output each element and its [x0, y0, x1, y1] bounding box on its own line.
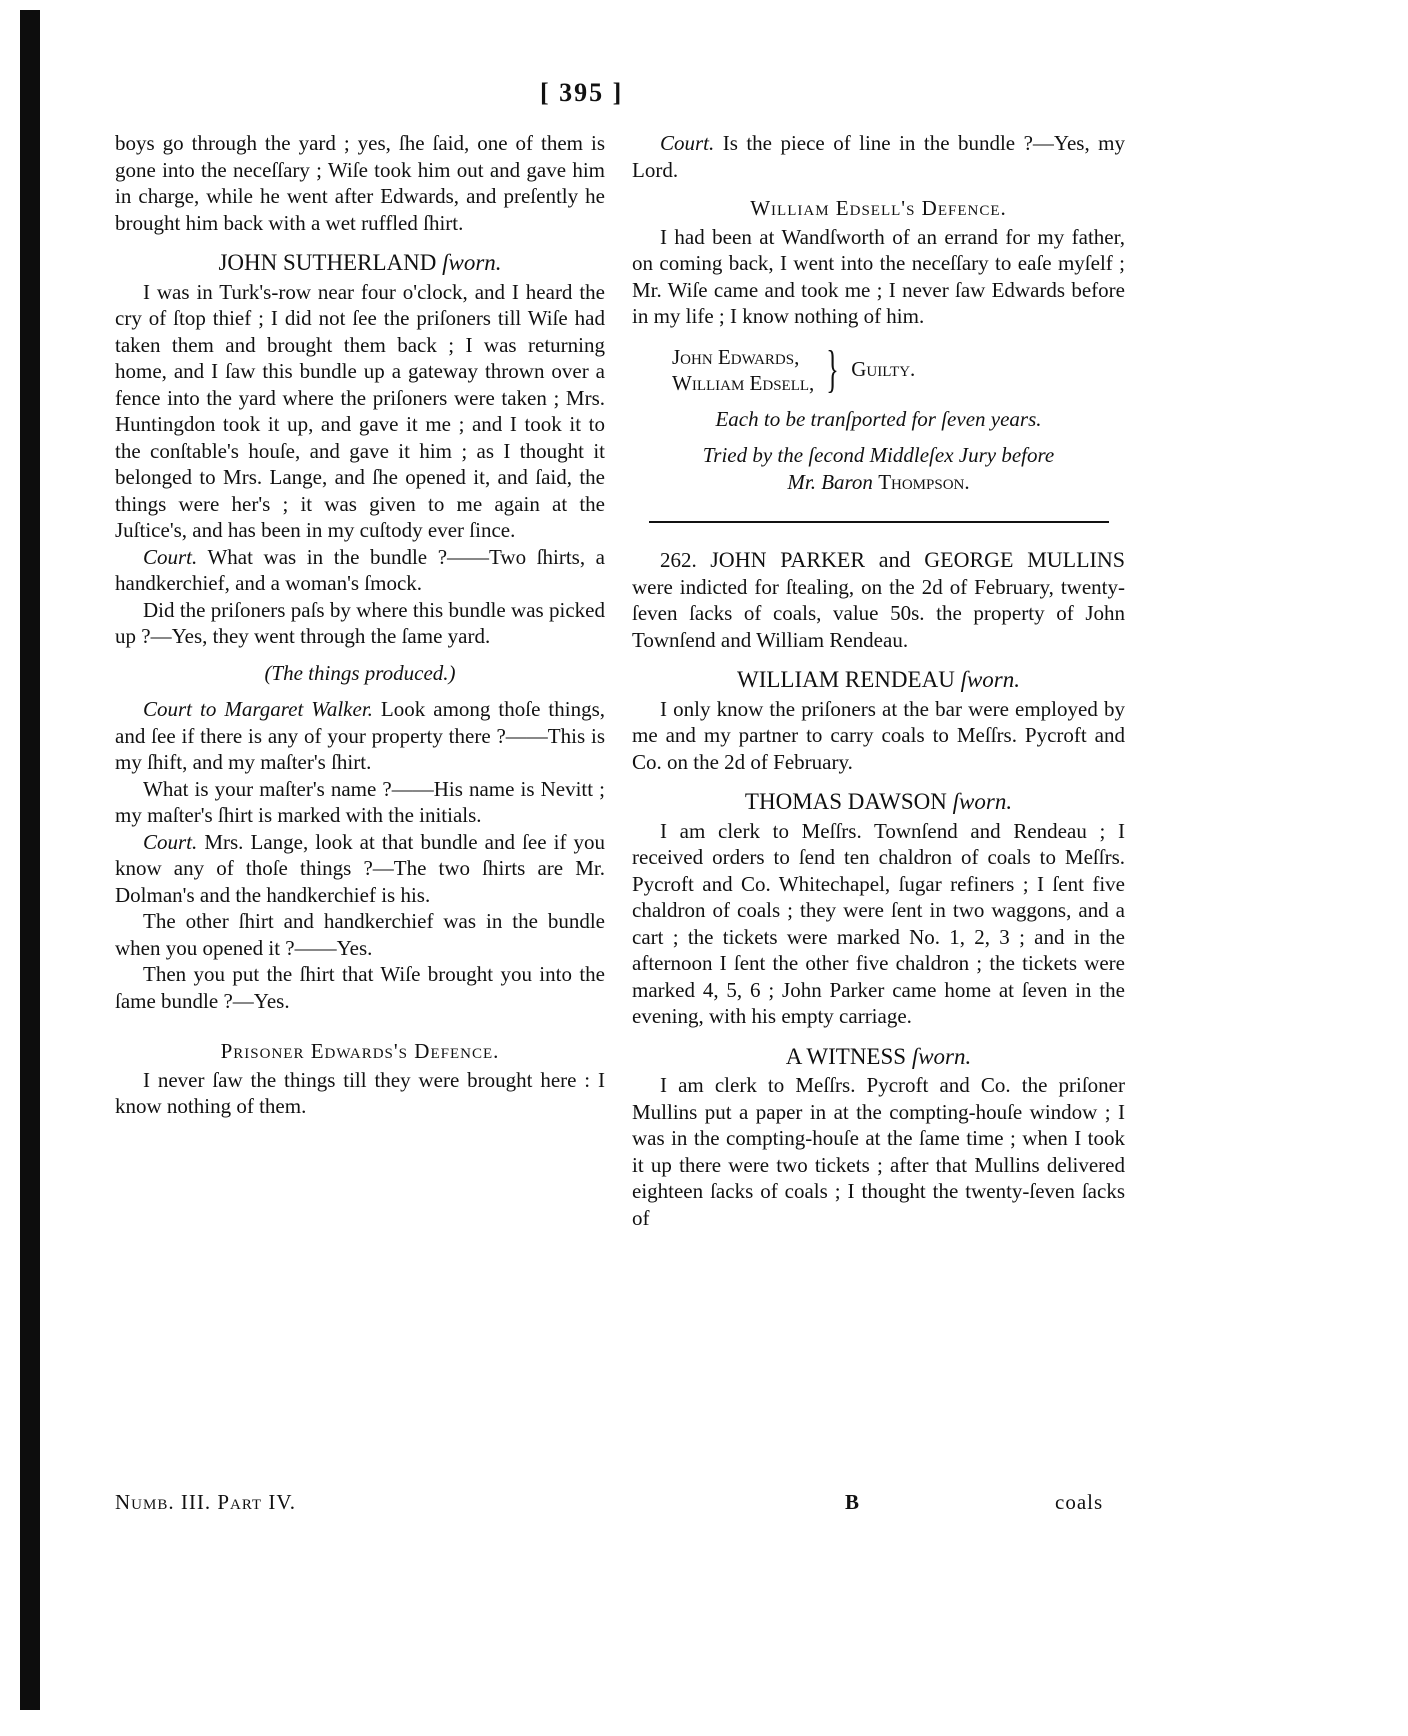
- paragraph: [115, 829, 605, 909]
- speaker-label: Court.: [143, 544, 198, 569]
- tried-by: Tried by the ſecond Middleſex Jury before: [702, 443, 1055, 467]
- defence-heading: William Edsell's Defence.: [750, 196, 1007, 220]
- sworn-label: ſworn.: [960, 667, 1020, 692]
- speaker-label: Court to Margaret Walker.: [143, 697, 373, 721]
- witness-name: WILLIAM RENDEAU: [736, 667, 955, 692]
- witness-heading: [632, 789, 1125, 816]
- section-divider: [649, 521, 1109, 523]
- paragraph-text: Look among thoſe things, and ſee if there is any of your property there ?——This is my ſhift, and my maſter's ſhirt.: [115, 697, 605, 774]
- part-label: Numb. III. Part IV.: [115, 1490, 297, 1514]
- paragraph-text: What was in the bundle ?——Two ſhirts, a handkerchief, and a woman's ſmock.: [115, 544, 605, 595]
- paragraph: The other ſhirt and handkerchief was in the bundle when you opened it ?——Yes.: [115, 909, 605, 960]
- paragraph: [115, 696, 605, 776]
- paragraph: I never ſaw the things till they were brought here : I know nothing of them.: [115, 1067, 605, 1118]
- defendant-names: [672, 344, 814, 396]
- judge-line: [632, 469, 1125, 496]
- paragraph-text: Is the piece of line in the bundle ?—Yes, my Lord.: [632, 131, 1125, 182]
- witness-name: A WITNESS: [785, 1043, 907, 1069]
- paragraph: boys go through the yard ; yes, ſhe ſaid, one of them is gone into the neceſſary ; Wiſe took him out and gave him in charge, while he went after Edwards, and preſently he brought him back with a wet ruffled ſhirt.: [115, 131, 605, 235]
- brace-icon: }: [826, 340, 840, 398]
- sworn-label: ſworn.: [442, 250, 502, 275]
- case-text: were indicted for ſtealing, on the 2d of February, twenty-ſeven ſacks of coals, value 50s. the property of John Townſend and William Rendeau.: [632, 574, 1125, 652]
- speaker-label: Court.: [660, 131, 715, 155]
- witness-heading: [632, 1044, 1125, 1071]
- verdict-block: [672, 340, 1125, 398]
- paragraph-text: Mrs. Lange, look at that bundle and ſee if you know any of thoſe things ?—The two ſhirts are Mr. Dolman's and the handkerchief is his.: [115, 829, 606, 907]
- defendant-name: William Edsell,: [672, 370, 815, 395]
- catchword: coals: [1055, 1490, 1104, 1514]
- witness-heading: [632, 667, 1125, 694]
- verdict-label: Guilty.: [851, 357, 916, 382]
- right-column: [632, 130, 1125, 1231]
- paragraph: [632, 130, 1125, 183]
- stage-direction: (The things produced.): [264, 660, 456, 685]
- sworn-label: ſworn.: [952, 789, 1013, 814]
- witness-heading: [115, 250, 605, 277]
- paragraph: Did the priſoners paſs by where this bundle was picked up ?—Yes, they went through the ſame yard.: [115, 597, 605, 648]
- page-footer: [115, 1490, 1125, 1515]
- paragraph: I am clerk to Meſſrs. Townſend and Rendeau ; I received orders to ſend ten chaldron of coals to Meſſrs. Pycroft and Co. Whitechapel, ſugar refiners ; I ſent five chaldron of coals ; they were ſent in two waggons, and a cart ; the tickets were marked No. 1, 2, 3 ; and in the afternoon I ſent the other five chaldron ; the tickets were marked 4, 5, 6 ; John Parker came home at ſeven in the evening, with his empty carriage.: [632, 818, 1125, 1028]
- judge-name: Thompson.: [878, 469, 970, 494]
- defence-heading: Prisoner Edwards's Defence.: [220, 1039, 500, 1063]
- defendant-name: John Edwards,: [672, 344, 800, 369]
- paragraph: What is your maſter's name ?——His name is Nevitt ; my maſter's ſhirt is marked with the initials.: [115, 776, 605, 827]
- paragraph: I was in Turk's-row near four o'clock, and I heard the cry of ſtop thief ; I did not ſee the priſoners till Wiſe had taken them and brought them back ; I was returning home, and I ſaw this bundle up a gateway thrown over a fence into the yard where the priſoners were taken ; Mrs. Huntingdon took it up, and gave it me ; and I took it to the conſtable's houſe, and gave it him ; as I thought it belonged to Mrs. Lange, and ſhe opened it, and ſaid, the things were her's ; it was given to me again at the Juſtice's, and has been in my cuſtody ever ſince.: [115, 279, 605, 542]
- witness-name: THOMAS DAWSON: [744, 789, 947, 814]
- signature-mark: B: [845, 1490, 861, 1514]
- left-column: [115, 130, 605, 1120]
- paragraph: Then you put the ſhirt that Wiſe brought you into the ſame bundle ?—Yes.: [115, 962, 605, 1013]
- judge-title: Mr. Baron: [787, 469, 873, 494]
- speaker-label: Court.: [143, 829, 198, 854]
- page-number: [ 395 ]: [540, 78, 624, 107]
- case-paragraph: [632, 547, 1125, 653]
- witness-name: JOHN SUTHERLAND: [218, 250, 437, 275]
- paragraph: I am clerk to Meſſrs. Pycroft and Co. the priſoner Mullins put a paper in at the compting-houſe window ; I was in the compting-houſe at the ſame time ; when I took it up there were two tickets ; after that Mullins delivered eighteen ſacks of coals ; I thought the twenty-ſeven ſacks of: [632, 1073, 1125, 1230]
- case-title: JOHN PARKER and GEORGE MULLINS: [710, 547, 1125, 572]
- book-spine-shadow: [20, 10, 40, 1710]
- sworn-label: ſworn.: [911, 1043, 972, 1069]
- paragraph: [115, 544, 605, 597]
- paragraph: I only know the priſoners at the bar were employed by me and my partner to carry coals to Meſſrs. Pycroft and Co. on the 2d of February.: [632, 696, 1125, 774]
- sentence: Each to be tranſported for ſeven years.: [715, 406, 1042, 431]
- paragraph: I had been at Wandſworth of an errand for my father, on coming back, I went into the neceſſary to eaſe myſelf ; Mr. Wiſe came and took me ; I never ſaw Edwards before in my life ; I know nothing of him.: [632, 224, 1125, 328]
- case-number: 262.: [660, 548, 697, 572]
